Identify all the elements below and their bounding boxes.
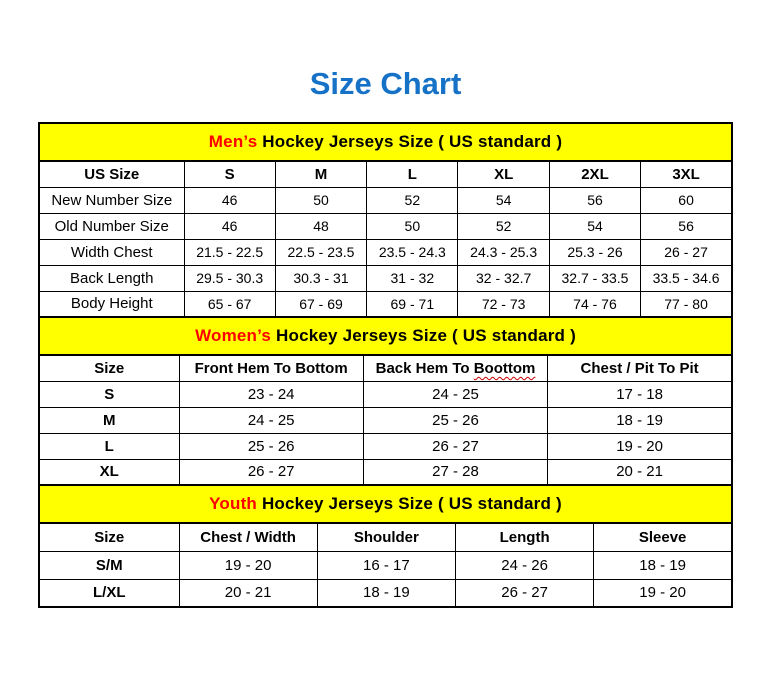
data-cell: 18 - 19 (317, 579, 455, 607)
data-cell: 27 - 28 (363, 459, 547, 485)
data-cell: 74 - 76 (549, 291, 640, 317)
row-label-cell: Body Height (39, 291, 184, 317)
data-cell: 23 - 24 (179, 381, 363, 407)
header-cell: Size (39, 523, 179, 551)
data-cell: 67 - 69 (275, 291, 366, 317)
row-label-cell: Old Number Size (39, 213, 184, 239)
data-cell: 46 (184, 213, 275, 239)
data-cell: 52 (458, 213, 549, 239)
header-cell: Chest / Pit To Pit (548, 355, 732, 381)
data-cell: 26 - 27 (179, 459, 363, 485)
data-cell: 72 - 73 (458, 291, 549, 317)
data-cell: 20 - 21 (548, 459, 732, 485)
data-cell: 19 - 20 (548, 433, 732, 459)
womens-section-title (39, 317, 732, 355)
table-row (39, 265, 732, 291)
data-cell: 77 - 80 (641, 291, 732, 317)
youth-title-rest: Hockey Jerseys Size ( US standard ) (257, 494, 562, 513)
data-cell: 69 - 71 (367, 291, 458, 317)
mens-section-band (39, 123, 732, 161)
table-row (39, 433, 732, 459)
header-cell: Shoulder (317, 523, 455, 551)
womens-size-table (38, 316, 733, 486)
youth-header-row (39, 523, 732, 551)
data-cell: 18 - 19 (594, 551, 732, 579)
data-cell: 65 - 67 (184, 291, 275, 317)
header-cell: S (184, 161, 275, 187)
data-cell: 24 - 26 (456, 551, 594, 579)
row-label-cell: S/M (39, 551, 179, 579)
header-cell: 3XL (641, 161, 732, 187)
row-label-cell: L/XL (39, 579, 179, 607)
data-cell: 52 (367, 187, 458, 213)
size-chart-tables (38, 122, 733, 608)
header-cell: XL (458, 161, 549, 187)
data-cell: 25 - 26 (363, 407, 547, 433)
data-cell: 50 (367, 213, 458, 239)
youth-section-title (39, 485, 732, 523)
mens-header-row (39, 161, 732, 187)
header-cell: Chest / Width (179, 523, 317, 551)
data-cell: 25 - 26 (179, 433, 363, 459)
spellcheck-underlined-word: Boottom (473, 359, 536, 377)
data-cell: 24.3 - 25.3 (458, 239, 549, 265)
row-label-cell: New Number Size (39, 187, 184, 213)
header-cell: Front Hem To Bottom (179, 355, 363, 381)
data-cell: 22.5 - 23.5 (275, 239, 366, 265)
row-label-cell: Width Chest (39, 239, 184, 265)
header-cell: 2XL (549, 161, 640, 187)
womens-section-band (39, 317, 732, 355)
data-cell: 54 (549, 213, 640, 239)
data-cell: 26 - 27 (641, 239, 732, 265)
data-cell: 24 - 25 (179, 407, 363, 433)
data-cell: 54 (458, 187, 549, 213)
header-cell-misspelled (363, 355, 547, 381)
header-cell: L (367, 161, 458, 187)
table-row (39, 187, 732, 213)
data-cell: 17 - 18 (548, 381, 732, 407)
data-cell: 26 - 27 (456, 579, 594, 607)
data-cell: 30.3 - 31 (275, 265, 366, 291)
data-cell: 32 - 32.7 (458, 265, 549, 291)
data-cell: 29.5 - 30.3 (184, 265, 275, 291)
data-cell: 21.5 - 22.5 (184, 239, 275, 265)
table-row (39, 291, 732, 317)
data-cell: 60 (641, 187, 732, 213)
row-label-cell: L (39, 433, 179, 459)
header-cell: Size (39, 355, 179, 381)
page-title: Size Chart (309, 66, 462, 101)
header-cell: Length (456, 523, 594, 551)
data-cell: 26 - 27 (363, 433, 547, 459)
header-cell: Sleeve (594, 523, 732, 551)
womens-title-rest: Hockey Jerseys Size ( US standard ) (271, 326, 576, 345)
row-label-cell: Back Length (39, 265, 184, 291)
data-cell: 48 (275, 213, 366, 239)
data-cell: 31 - 32 (367, 265, 458, 291)
table-row (39, 551, 732, 579)
back-hem-label: Back Hem To (375, 359, 474, 377)
table-row (39, 579, 732, 607)
data-cell: 56 (641, 213, 732, 239)
womens-header-row (39, 355, 732, 381)
header-cell: US Size (39, 161, 184, 187)
youth-title-highlight: Youth (209, 494, 258, 513)
data-cell: 24 - 25 (363, 381, 547, 407)
row-label-cell: XL (39, 459, 179, 485)
table-row (39, 381, 732, 407)
data-cell: 19 - 20 (179, 551, 317, 579)
row-label-cell: M (39, 407, 179, 433)
mens-title-rest: Hockey Jerseys Size ( US standard ) (257, 132, 563, 151)
row-label-cell: S (39, 381, 179, 407)
youth-section-band (39, 485, 732, 523)
data-cell: 33.5 - 34.6 (641, 265, 732, 291)
header-cell: M (275, 161, 366, 187)
mens-size-table (38, 122, 733, 318)
data-cell: 16 - 17 (317, 551, 455, 579)
table-row (39, 213, 732, 239)
womens-title-highlight: Women’s (195, 326, 272, 345)
table-row (39, 459, 732, 485)
table-row (39, 407, 732, 433)
table-row (39, 239, 732, 265)
data-cell: 50 (275, 187, 366, 213)
data-cell: 23.5 - 24.3 (367, 239, 458, 265)
mens-title-highlight: Men’s (208, 132, 258, 151)
data-cell: 32.7 - 33.5 (549, 265, 640, 291)
data-cell: 20 - 21 (179, 579, 317, 607)
data-cell: 56 (549, 187, 640, 213)
data-cell: 18 - 19 (548, 407, 732, 433)
youth-size-table (38, 484, 733, 608)
data-cell: 46 (184, 187, 275, 213)
data-cell: 25.3 - 26 (549, 239, 640, 265)
mens-section-title (39, 123, 732, 161)
data-cell: 19 - 20 (594, 579, 732, 607)
